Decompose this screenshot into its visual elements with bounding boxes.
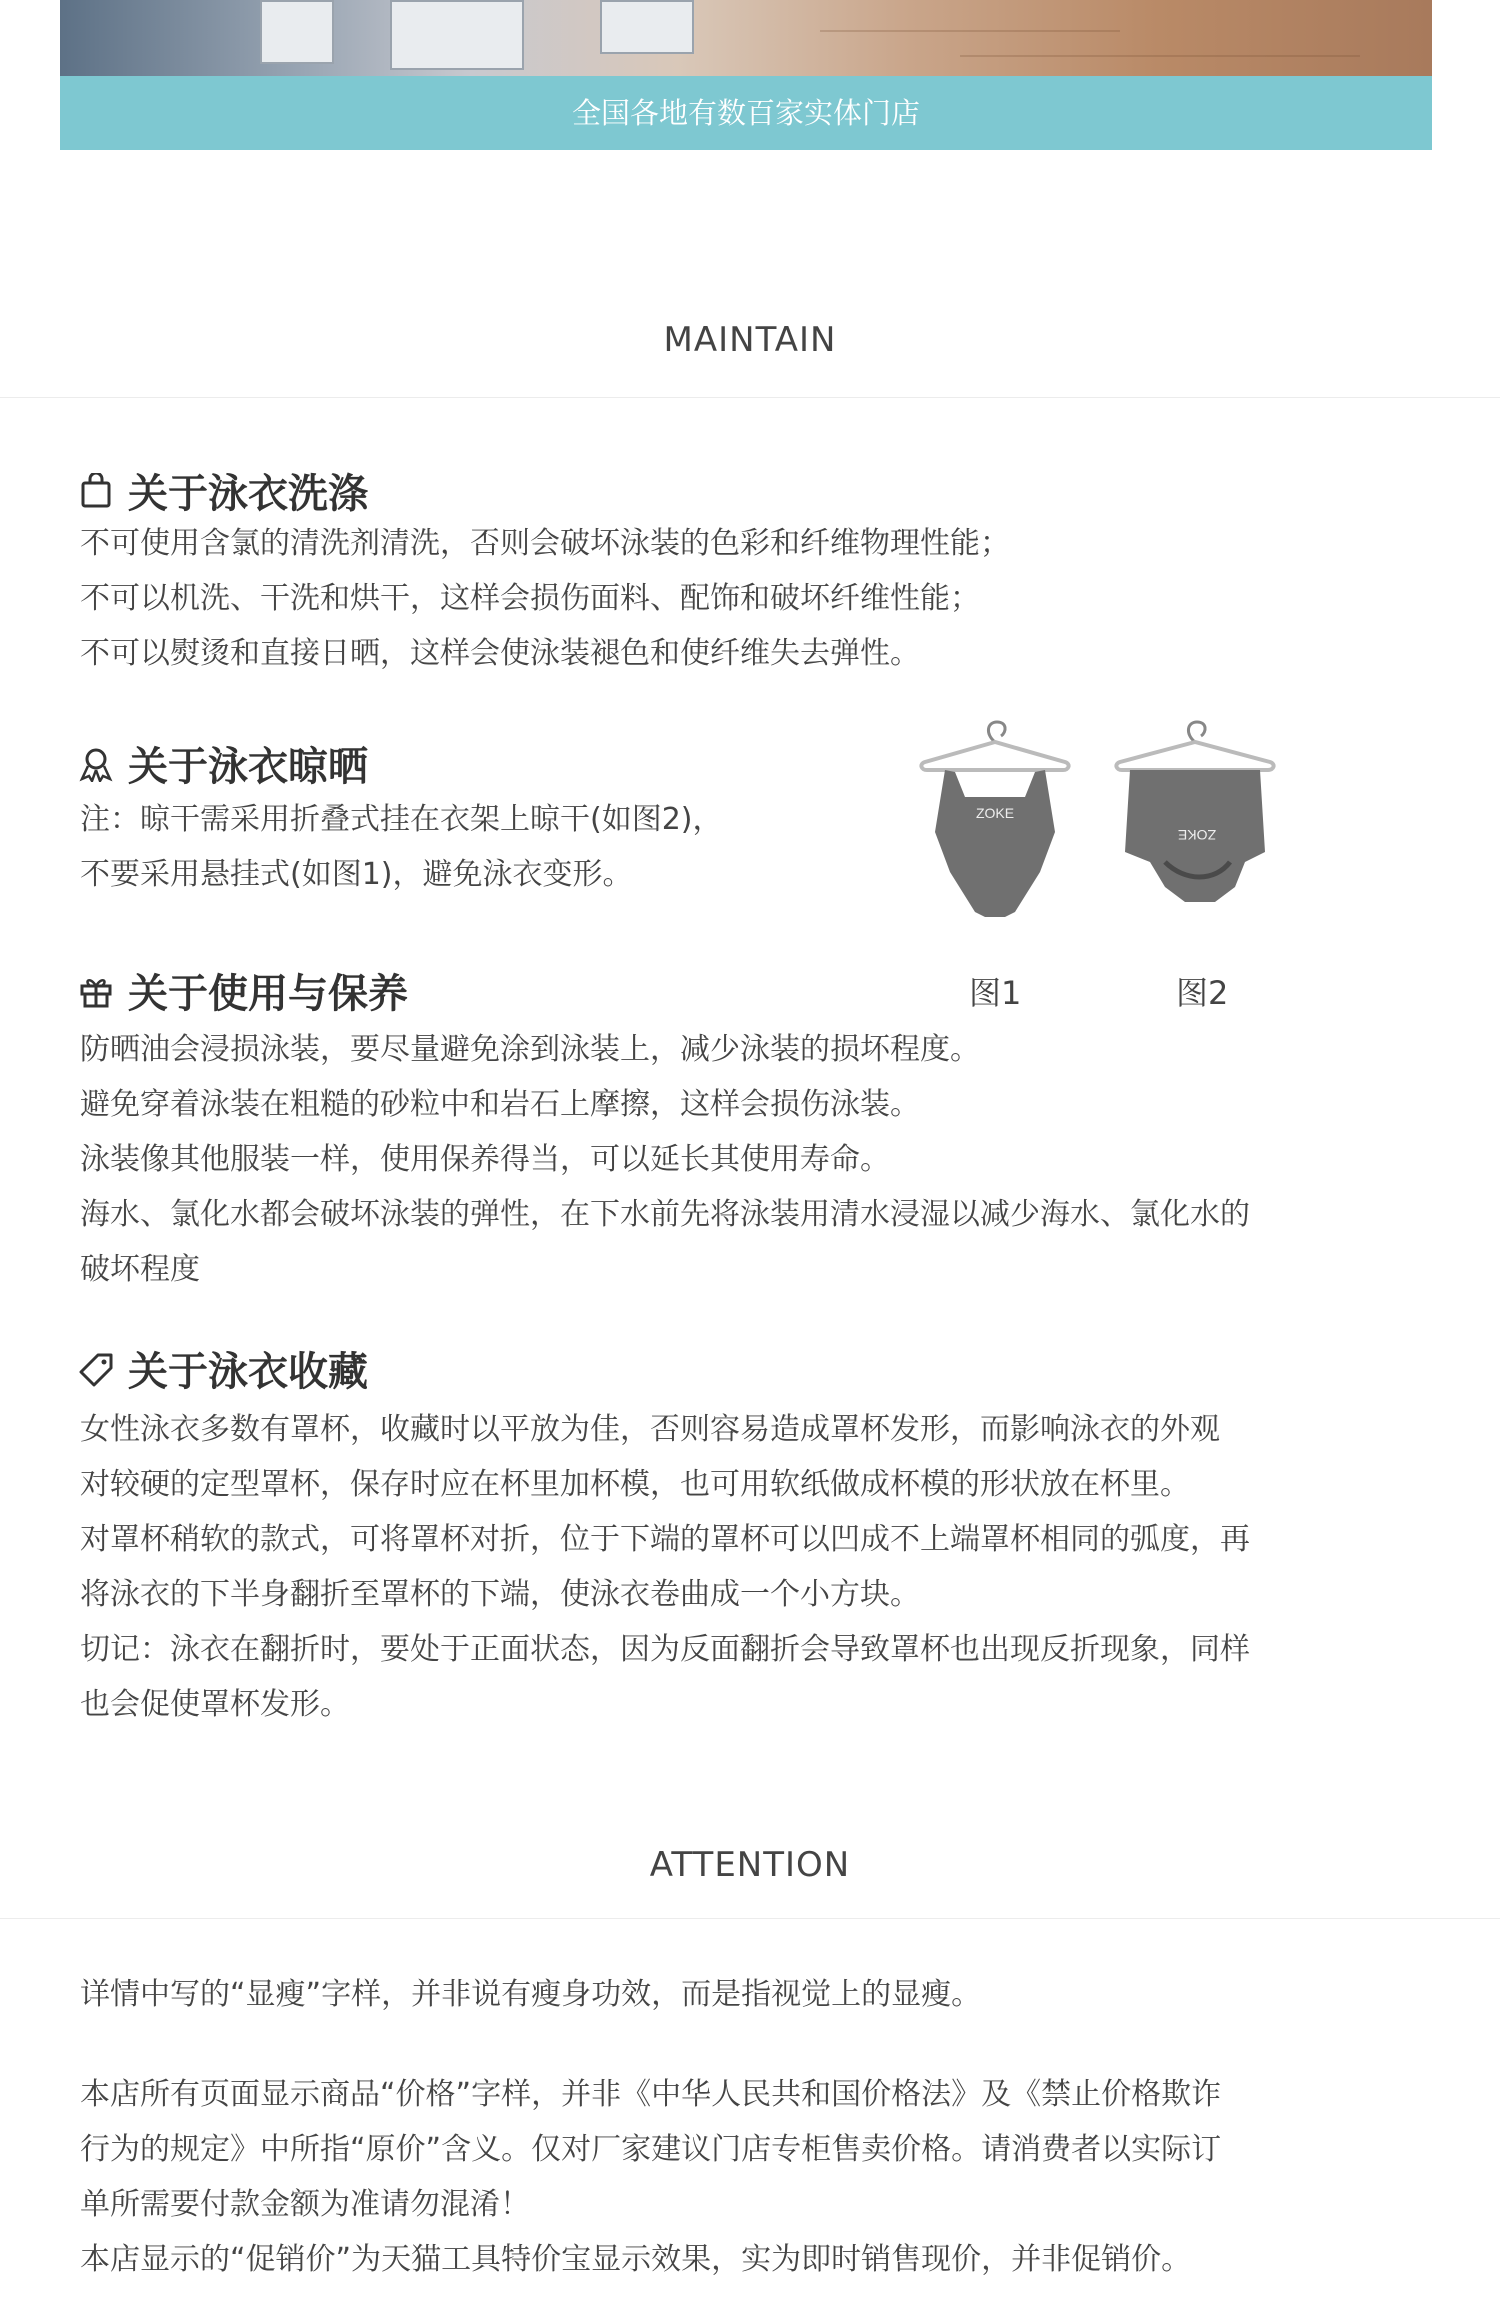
attention-divider (0, 1918, 1500, 1919)
attention-line: 行为的规定》中所指“原价”含义。仅对厂家建议门店专柜售卖价格。请消费者以实际订 (80, 2132, 1222, 2167)
storage-title (78, 1340, 368, 1397)
store-banner (60, 0, 1432, 150)
washing-line: 不可以熨烫和直接日晒，这样会使泳装褪色和使纤维失去弹性。 (80, 636, 920, 671)
store-caption: 全国各地有数百家实体门店 (60, 76, 1432, 150)
drying-text (80, 792, 723, 902)
care-title (78, 962, 408, 1019)
figure1-hanging-swimsuit (915, 712, 1075, 962)
figure2-folded-swimsuit (1105, 712, 1285, 962)
user-ribbon-icon (78, 746, 114, 782)
care-title-text: 关于使用与保养 (128, 971, 408, 1017)
store-photo (60, 0, 1432, 76)
figure1-brand: ZOKE (975, 805, 1015, 821)
storage-line: 对罩杯稍软的款式，可将罩杯对折，位于下端的罩杯可以凹成不上端罩杯相同的弧度，再 (80, 1522, 1250, 1557)
attention-para2 (80, 2067, 1221, 2287)
attention-para1 (80, 1967, 981, 2022)
attention-line: 单所需要付款金额为准请勿混淆！ (80, 2187, 530, 2222)
storage-line: 女性泳衣多数有罩杯，收藏时以平放为佳，否则容易造成罩杯发形，而影响泳衣的外观 (80, 1412, 1220, 1447)
care-text (80, 1022, 1250, 1297)
storage-line: 将泳衣的下半身翻折至罩杯的下端，使泳衣卷曲成一个小方块。 (80, 1577, 920, 1612)
washing-line: 不可以机洗、干洗和烘干，这样会损伤面料、配饰和破坏纤维性能； (80, 581, 980, 616)
washing-title (78, 462, 368, 519)
tag-icon (78, 1351, 114, 1387)
storage-title-text: 关于泳衣收藏 (128, 1349, 368, 1395)
care-line: 海水、氯化水都会破坏泳装的弹性，在下水前先将泳装用清水浸湿以减少海水、氯化水的 (80, 1197, 1250, 1232)
figure2-brand: ZOKE (1177, 827, 1217, 843)
attention-line: 本店所有页面显示商品“价格”字样，并非《中华人民共和国价格法》及《禁止价格欺诈 (80, 2077, 1222, 2112)
care-line: 破坏程度 (80, 1252, 200, 1287)
figure2-caption: 图2 (1176, 974, 1229, 1012)
maintain-heading: MAINTAIN (663, 320, 837, 360)
shopping-bag-icon (78, 473, 114, 509)
drying-title-text: 关于泳衣晾晒 (128, 744, 368, 790)
gift-icon (78, 973, 114, 1009)
washing-text (80, 516, 1010, 681)
figure1-caption: 图1 (969, 974, 1022, 1012)
care-line: 泳装像其他服装一样，使用保养得当，可以延长其使用寿命。 (80, 1142, 890, 1177)
attention-line: 详情中写的“显瘦”字样，并非说有瘦身功效，而是指视觉上的显瘦。 (80, 1977, 982, 2012)
drying-title (78, 735, 368, 792)
drying-line: 注：晾干需采用折叠式挂在衣架上晾干(如图2)， (80, 802, 723, 837)
washing-title-text: 关于泳衣洗涤 (128, 471, 368, 517)
storage-line: 也会促使罩杯发形。 (80, 1687, 350, 1722)
storage-line: 切记：泳衣在翻折时，要处于正面状态，因为反面翻折会导致罩杯也出现反折现象，同样 (80, 1632, 1250, 1667)
drying-line: 不要采用悬挂式(如图1)，避免泳衣变形。 (80, 857, 633, 892)
storage-text (80, 1402, 1250, 1732)
storage-line: 对较硬的定型罩杯，保存时应在杯里加杯模，也可用软纸做成杯模的形状放在杯里。 (80, 1467, 1190, 1502)
attention-heading: ATTENTION (649, 1845, 851, 1885)
washing-line: 不可使用含氯的清洗剂清洗，否则会破坏泳装的色彩和纤维物理性能； (80, 526, 1010, 561)
attention-line: 本店显示的“促销价”为天猫工具特价宝显示效果，实为即时销售现价，并非促销价。 (80, 2242, 1192, 2277)
care-line: 避免穿着泳装在粗糙的砂粒中和岩石上摩擦，这样会损伤泳装。 (80, 1087, 920, 1122)
care-line: 防晒油会浸损泳装，要尽量避免涂到泳装上，减少泳装的损坏程度。 (80, 1032, 980, 1067)
maintain-divider (0, 397, 1500, 398)
